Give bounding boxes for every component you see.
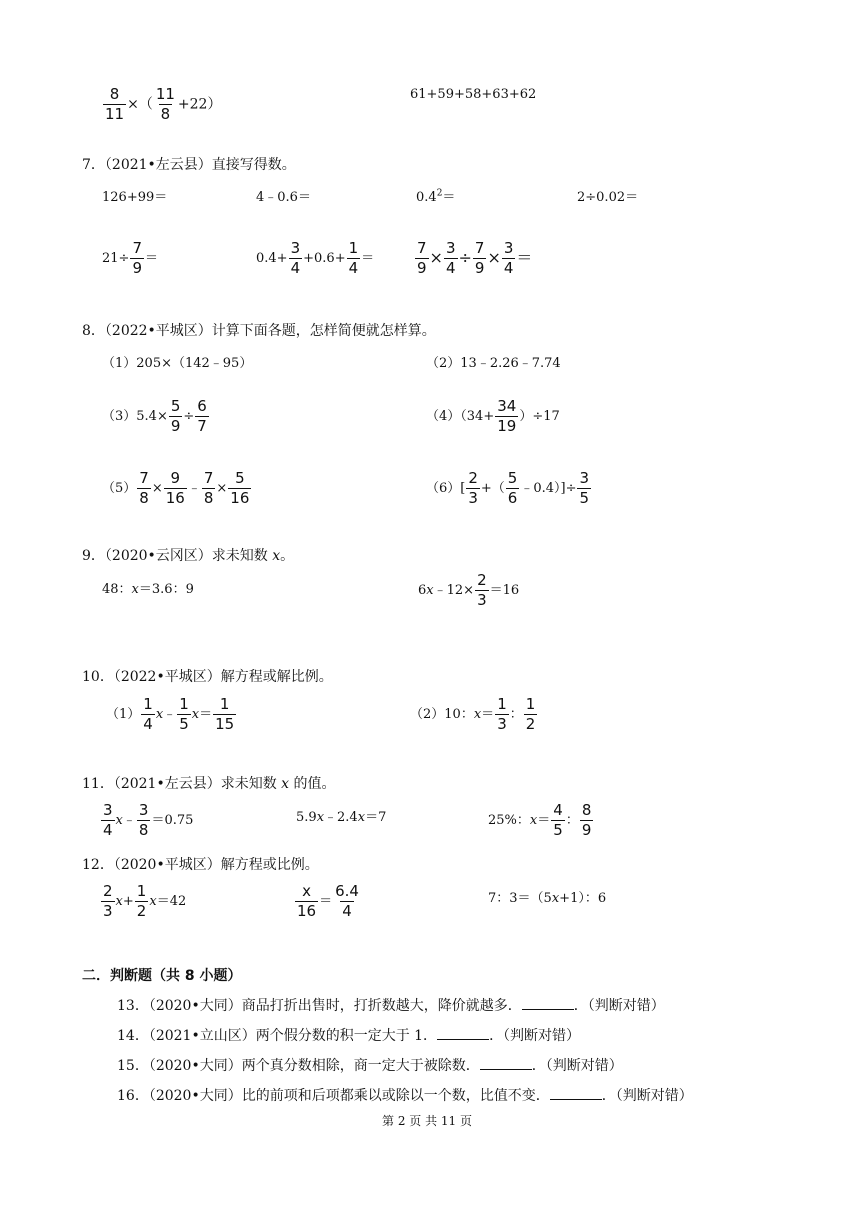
fraction: $\frac{2}{3}$ [103,882,113,920]
page-footer: 第 2 页 共 11 页 [382,1114,472,1128]
expr-fraction-times: $\frac{8}{11}$ ×（ $\frac{11}{8}$ +22） [105,85,222,123]
fraction: $\frac{8}{9}$ [581,801,592,839]
q8-part-4: （4）（34+ $\frac{34}{19}$ ）÷17 [426,397,560,435]
question-10-header: 10．（2022•平城区）解方程或解比例。 [82,669,333,685]
judge-item: 14．（2021•立山区）两个假分数的积一定大于 1． ．（判断对错） [117,1025,580,1045]
fraction: $\frac{1}{2}$ [525,695,536,733]
q12-equation-c: 7：3＝（5x+1）：6 [488,891,607,906]
question-11-header: 11．（2021•左云县）求未知数 x 的值。 [82,776,336,792]
fraction: $\frac{3}{8}$ [138,801,149,839]
fraction: $\frac{9}{16}$ [165,469,185,507]
fraction: $\frac{5}{9}$ [170,397,181,435]
fraction: $\frac{8}{11}$ [105,85,125,123]
q8-part-5: （5） $\frac{7}{8}$ × $\frac{9}{16}$ ﹣ $\frac{7}{8}$ × $\frac{5}{16}$ [102,469,250,507]
q8-part-2: （2）13﹣2.26﹣7.74 [426,356,561,371]
fraction: $\frac{5}{16}$ [230,469,250,507]
q7-item-a: 126+99＝ [102,190,168,205]
fraction: $\frac{34}{19}$ [497,397,517,435]
q7-item-f: 0.4+ $\frac{3}{4}$ +0.6+ $\frac{1}{4}$ ＝ [256,239,375,277]
question-7-header: 7．（2021•左云县）直接写得数。 [82,157,296,173]
q11-equation-a: $\frac{3}{4}$ x﹣ $\frac{3}{8}$ ＝0.75 [103,801,194,839]
q10-equation-2: （2）10：x＝ $\frac{1}{3}$ ： $\frac{1}{2}$ [410,695,536,733]
question-12-header: 12．（2020•平城区）解方程或比例。 [82,857,319,873]
fraction: $\frac{7}{9}$ [474,239,485,277]
question-9-header: 9．（2020•云冈区）求未知数 x。 [82,548,295,564]
q12-equation-b: $\frac{x}{16}$ ＝ $\frac{6.4}{4}$ [297,882,359,920]
fraction: $\frac{x}{16}$ [297,882,317,920]
answer-blank[interactable] [522,995,574,1010]
fraction: $\frac{4}{5}$ [553,801,563,839]
fraction: $\frac{2}{3}$ [468,469,478,507]
judge-item: 15．（2020•大同）两个真分数相除，商一定大于被除数． ．（判断对错） [117,1055,623,1075]
answer-blank[interactable] [480,1055,532,1070]
fraction: $\frac{1}{15}$ [215,695,235,733]
fraction: $\frac{11}{8}$ [155,85,175,123]
q11-equation-c: 25%：x＝ $\frac{4}{5}$ ： $\frac{8}{9}$ [488,801,592,839]
q8-part-6: （6）[ $\frac{2}{3}$ +（ $\frac{5}{6}$ ﹣0.4）]÷ $\frac{3}{5}$ [426,469,590,507]
q7-item-c: $0.4^2=$ [416,188,456,205]
q8-part-3: （3）5.4× $\frac{5}{9}$ ÷ $\frac{6}{7}$ [102,397,207,435]
fraction: $\frac{7}{8}$ [139,469,149,507]
fraction: $\frac{7}{9}$ [417,239,427,277]
q11-equation-b: 5.9x﹣2.4x＝7 [296,810,387,825]
judge-item: 16．（2020•大同）比的前项和后项都乘以或除以一个数，比值不变． ．（判断对错） [117,1085,693,1105]
fraction: $\frac{6.4}{4}$ [335,882,359,920]
q7-item-d: 2÷0.02＝ [577,190,639,205]
question-8-header: 8．（2022•平城区）计算下面各题，怎样简便就怎样算。 [82,323,436,339]
fraction: $\frac{1}{2}$ [136,882,147,920]
fraction: $\frac{1}{5}$ [179,695,189,733]
section-2-title: 二．判断题（共 8 小题） [82,968,242,984]
q9-equation-b: 6x﹣12× $\frac{2}{3}$ ＝16 [418,571,520,609]
expr-sum: 61+59+58+63+62 [410,87,537,102]
q7-item-b: 4﹣0.6＝ [256,190,311,205]
judge-item: 13．（2020•大同）商品打折出售时，打折数越大，降价就越多． ．（判断对错） [117,995,665,1015]
q10-equation-1: （1） $\frac{1}{4}$ x﹣ $\frac{1}{5}$ x＝ $\frac{1}{15}$ [106,695,235,733]
fraction: $\frac{2}{3}$ [477,571,487,609]
fraction: $\frac{6}{7}$ [197,397,207,435]
fraction: $\frac{7}{8}$ [203,469,214,507]
fraction: $\frac{1}{3}$ [497,695,507,733]
fraction: $\frac{1}{4}$ [348,239,359,277]
answer-blank[interactable] [437,1025,489,1040]
fraction: $\frac{3}{4}$ [503,239,514,277]
fraction: $\frac{7}{9}$ [132,239,142,277]
q7-item-e: 21÷ $\frac{7}{9}$ ＝ [102,239,158,277]
fraction: $\frac{3}{4}$ [103,801,113,839]
fraction: $\frac{3}{5}$ [579,469,590,507]
q8-part-1: （1）205×（142﹣95） [102,356,253,371]
q7-item-g: $\frac{7}{9}$ × $\frac{3}{4}$ ÷ $\frac{7}{9}$ × $\frac{3}{4}$ ＝ [417,239,533,277]
q12-equation-a: $\frac{2}{3}$ x+ $\frac{1}{2}$ x＝42 [103,882,187,920]
fraction: $\frac{5}{6}$ [507,469,518,507]
fraction: $\frac{3}{4}$ [290,239,301,277]
answer-blank[interactable] [550,1085,602,1100]
q9-equation-a: 48：x＝3.6：9 [102,582,194,597]
fraction: $\frac{1}{4}$ [143,695,153,733]
fraction: $\frac{3}{4}$ [445,239,456,277]
